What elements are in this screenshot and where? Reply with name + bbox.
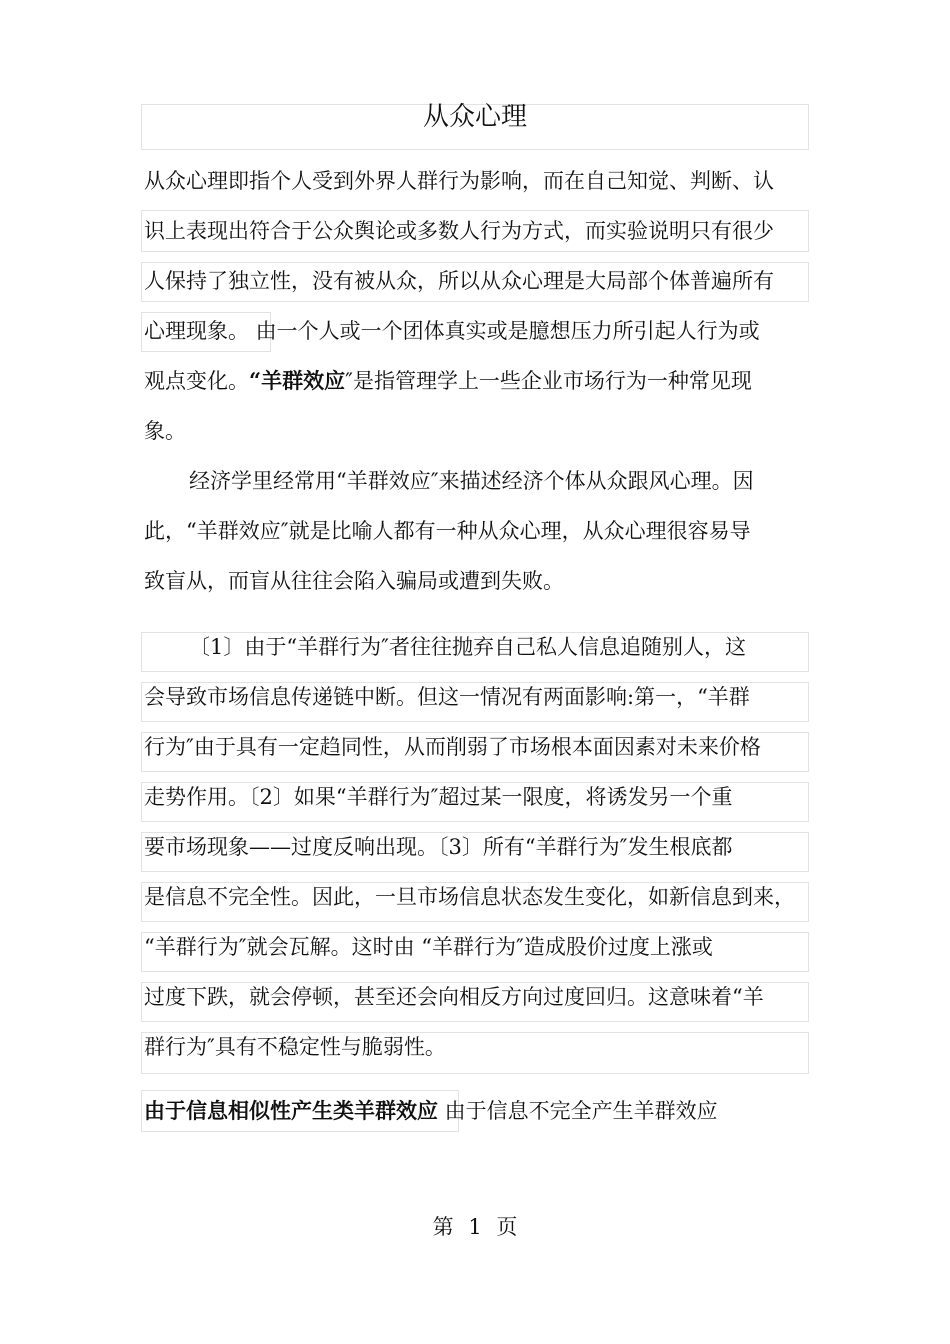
paragraph-1-line-5 [144, 366, 752, 396]
paragraph-1-line-6: 象。 [144, 419, 186, 443]
paragraph-1-line-3: 人保持了独立性，没有被从众，所以从众心理是大局部个体普遍所有 [144, 269, 774, 293]
paragraph-1-line-5-text-a: 观点变化。 [144, 369, 249, 393]
paragraph-2-line-2: 此，“羊群效应″就是比喻人都有一种从众心理，从众心理很容易导 [144, 519, 751, 543]
paragraph-3-line-6: 是信息不完全性。因此，一旦市场信息状态发生变化，如新信息到来， [144, 885, 795, 909]
paragraph-1-line-5-bold: “羊群效应 [249, 368, 346, 393]
paragraph-2-line-3: 致盲从，而盲从往往会陷入骗局或遭到失败。 [144, 569, 564, 593]
heading-information-incomplete: 由于信息不完全产生羊群效应 [438, 1099, 718, 1123]
paragraph-2-line-1: 经济学里经常用“羊群效应″来描述经济个体从众跟风心理。因 [189, 469, 754, 493]
headings-line [144, 1096, 718, 1126]
paragraph-1-line-4: 心理现象。 由一个人或一个团体真实或是臆想压力所引起人行为或 [144, 319, 760, 343]
paragraph-3-line-1: 〔1〕由于“羊群行为″者往往抛弃自己私人信息追随别人，这 [189, 635, 746, 659]
paragraph-3-line-9: 群行为″具有不稳定性与脆弱性。 [144, 1035, 446, 1059]
paragraph-3-line-7: “羊群行为″就会瓦解。这时由 “羊群行为″造成股价过度上涨或 [144, 935, 713, 959]
paragraph-1-line-5-text-b: ″是指管理学上一些企业市场行为一种常见现 [345, 369, 752, 393]
paragraph-1-line-1: 从众心理即指个人受到外界人群行为影响，而在自己知觉、判断、认 [144, 169, 774, 193]
paragraph-3-line-4: 走势作用。〔2〕如果“羊群行为″超过某一限度，将诱发另一个重 [144, 785, 733, 809]
paragraph-3-line-2: 会导致市场信息传递链中断。但这一情况有两面影响:第一，“羊群 [144, 685, 750, 709]
heading-information-similarity: 由于信息相似性产生类羊群效应 [144, 1098, 438, 1123]
paragraph-1-line-2: 识上表现出符合于公众舆论或多数人行为方式，而实验说明只有很少 [144, 219, 774, 243]
paragraph-3-line-3: 行为″由于具有一定趋同性，从而削弱了市场根本面因素对未来价格 [144, 735, 761, 759]
document-title: 从众心理 [422, 102, 527, 132]
paragraph-3-line-8: 过度下跌，就会停顿，甚至还会向相反方向过度回归。这意味着“羊 [144, 985, 764, 1009]
page-number: 第 1 页 [432, 1215, 518, 1239]
paragraph-3-line-5: 要市场现象——过度反响出现。〔3〕所有“羊群行为″发生根底都 [144, 835, 733, 859]
